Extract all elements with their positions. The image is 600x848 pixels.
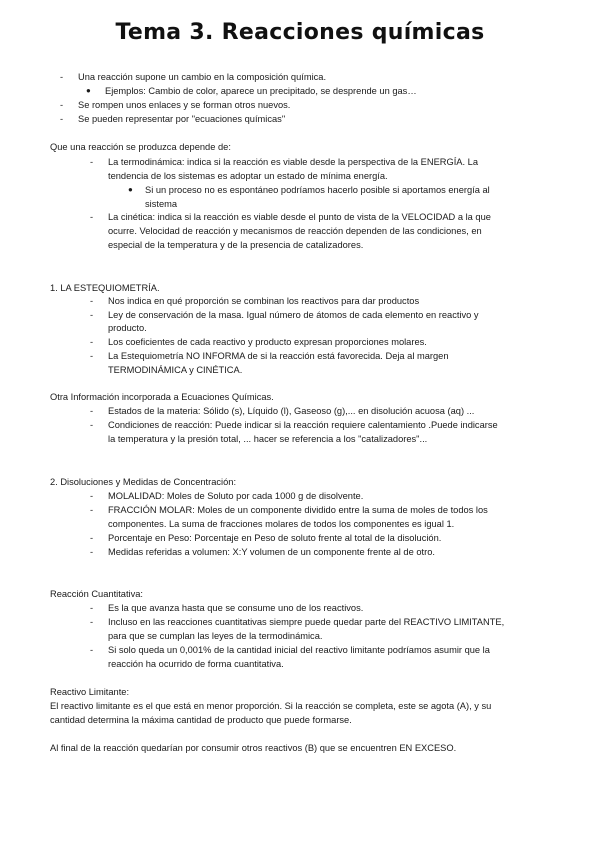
list-dash: - (90, 337, 94, 347)
list-dash: - (90, 617, 94, 627)
otra-info-heading: Otra Información incorporada a Ecuaciones Químicas. (50, 392, 274, 402)
termo-sub-line-2: sistema (145, 199, 178, 209)
disoluciones-item-2-line-2: componentes. La suma de fracciones molares de todos los componentes es igual 1. (108, 519, 455, 529)
disoluciones-item-4: Medidas referidas a volumen: X:Y volumen de un componente frente al de otro. (108, 547, 435, 557)
otra-info-item-1: Estados de la materia: Sólido (s), Líquido (l), Gaseoso (g),... en disolución acuosa (aq) ... (108, 406, 475, 416)
estequiometria-heading: 1. LA ESTEQUIOMETRÍA. (50, 283, 160, 293)
limitante-paragraph-1-line-2: cantidad determina la máxima cantidad de producto que puede formarse. (50, 715, 352, 725)
list-dash: - (90, 296, 94, 306)
esteq-item-2-line-1: Ley de conservación de la masa. Igual número de átomos de cada elemento en reactivo y (108, 310, 479, 320)
limitante-heading: Reactivo Limitante: (50, 687, 130, 697)
cuantitativa-item-2-line-1: Incluso en las reacciones cuantitativas siempre puede quedar parte del REACTIVO LIMITANTE, (108, 617, 505, 627)
list-dash: - (60, 114, 64, 124)
cinetica-line-1: La cinética: indica si la reacción es viable desde el punto de vista de la VELOCIDAD a la que (108, 212, 491, 222)
list-dash: - (90, 406, 94, 416)
list-dash: - (90, 505, 94, 515)
disoluciones-item-2-line-1: FRACCIÓN MOLAR: Moles de un componente dividido entre la suma de moles de todos los (108, 505, 488, 515)
esteq-item-4-line-1: La Estequiometría NO INFORMA de si la reacción está favorecida. Deja al margen (108, 351, 449, 361)
list-dash: - (90, 645, 94, 655)
list-dash: - (60, 100, 64, 110)
list-dash: - (90, 310, 94, 320)
esteq-item-3: Los coeficientes de cada reactivo y producto expresan proporciones molares. (108, 337, 427, 347)
list-bullet: ● (128, 185, 133, 194)
list-dash: - (90, 547, 94, 557)
cuantitativa-item-3-line-1: Si solo queda un 0,001% de la cantidad inicial del reactivo limitante podríamos asumir que la (108, 645, 490, 655)
otra-info-item-2-line-2: la temperatura y la presión total, ... hacer se referencia a los "catalizadores"... (108, 434, 428, 444)
intro-item-1-sub: Ejemplos: Cambio de color, aparece un precipitado, se desprende un gas… (105, 86, 417, 96)
depends-heading: Que una reacción se produzca depende de: (50, 142, 231, 152)
intro-item-3: Se pueden representar por "ecuaciones químicas" (78, 114, 286, 124)
page-title: Tema 3. Reacciones químicas (115, 20, 485, 45)
disoluciones-item-1: MOLALIDAD: Moles de Soluto por cada 1000 g de disolvente. (108, 491, 364, 501)
list-dash: - (90, 212, 94, 222)
termo-line-2: tendencia de los sistemas es adoptar un estado de mínima energía. (108, 171, 388, 181)
list-dash: - (90, 603, 94, 613)
otra-info-item-2-line-1: Condiciones de reacción: Puede indicar si la reacción requiere calentamiento .Puede indicarse (108, 420, 498, 430)
list-dash: - (90, 157, 94, 167)
cuantitativa-item-2-line-2: para que se cumplan las leyes de la termodinámica. (108, 631, 323, 641)
disoluciones-item-3: Porcentaje en Peso: Porcentaje en Peso de soluto frente al total de la disolución. (108, 533, 442, 543)
esteq-item-4-line-2: TERMODINÁMICA y CINÉTICA. (108, 365, 243, 375)
esteq-item-2-line-2: producto. (108, 323, 147, 333)
list-dash: - (90, 351, 94, 361)
cuantitativa-heading: Reacción Cuantitativa: (50, 589, 144, 599)
list-dash: - (90, 533, 94, 543)
intro-item-1: Una reacción supone un cambio en la composición química. (78, 72, 327, 82)
limitante-paragraph-2: Al final de la reacción quedarían por consumir otros reactivos (B) que se encuentren EN EXCESO. (50, 743, 457, 753)
list-dash: - (90, 491, 94, 501)
cinetica-line-3: especial de la temperatura y de la presencia de catalizadores. (108, 240, 364, 250)
list-dash: - (90, 420, 94, 430)
list-dash: - (60, 72, 64, 82)
limitante-paragraph-1-line-1: El reactivo limitante es el que está en menor proporción. Si la reacción se completa, este se agota (A), y su (50, 701, 492, 711)
termo-line-1: La termodinámica: indica si la reacción es viable desde la perspectiva de la ENERGÍA. La (108, 157, 479, 167)
cuantitativa-item-1: Es la que avanza hasta que se consume uno de los reactivos. (108, 603, 364, 613)
disoluciones-heading: 2. Disoluciones y Medidas de Concentración: (50, 477, 237, 487)
list-bullet: ● (86, 86, 91, 95)
esteq-item-1: Nos indica en qué proporción se combinan los reactivos para dar productos (108, 296, 420, 306)
termo-sub-line-1: Si un proceso no es espontáneo podríamos hacerlo posible si aportamos energía al (145, 185, 490, 195)
cuantitativa-item-3-line-2: reacción ha ocurrido de forma cuantitativa. (108, 659, 284, 669)
cinetica-line-2: ocurre. Velocidad de reacción y mecanismos de reacción dependen de las condiciones, en (108, 226, 482, 236)
intro-item-2: Se rompen unos enlaces y se forman otros nuevos. (78, 100, 291, 110)
